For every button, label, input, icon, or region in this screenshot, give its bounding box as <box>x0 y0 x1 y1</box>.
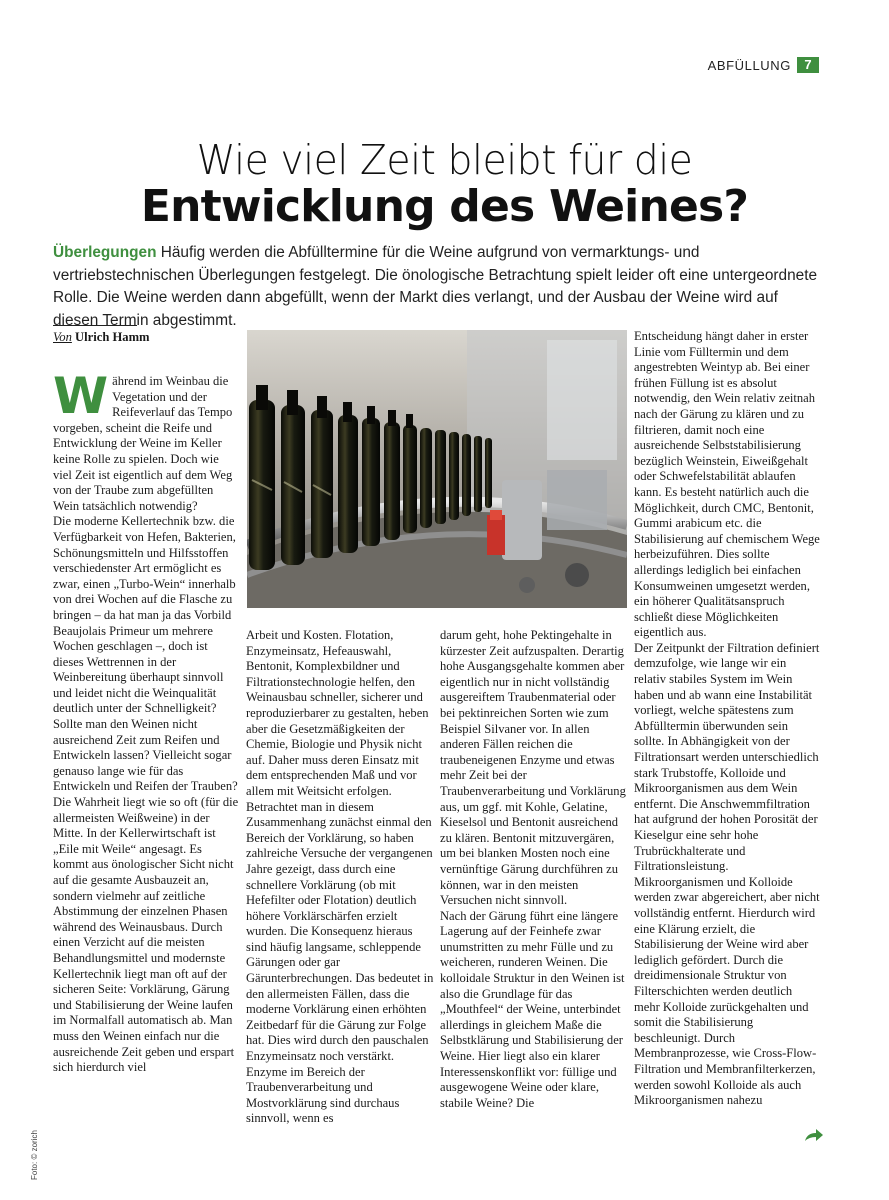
paragraph: Entscheidung hängt daher in erster Linie vom Fülltermin und dem angestrebten Weintyp ab. Bei einer frühen Füllung ist es absolut notwendig, den Wein relativ zeitnah nach der Gärung zu klären und zu filtrieren, damit noch eine ausreichende Selbststabilisierung bezüglich Weinstein, Eiweißgehalt oder Schwefelstabilität ablaufen kann. Es besteht natürlich auch die Möglichkeit, durch CMC, Bentonit, Gummi arabicum etc. die Stabilisierung auf chemischem Wege herbeizuführen. Dies sollte allerdings lediglich bei einfachen Konsumweinen umgesetzt werden, ein höherer Qualitätsanspruch schließt diese Möglichkeiten eigentlich aus. <box>634 329 820 640</box>
title-line-2: Entwicklung des Weines? <box>140 181 749 232</box>
byline-author: Ulrich Hamm <box>75 330 150 344</box>
paragraph: Die moderne Kellertechnik bzw. die Verfügbarkeit von Hefen, Bakterien, Schönungsmitteln und Hilfsstoffen verschiedenster Art ermöglicht es zwar, einen „Turbo-Wein“ innerhalb von drei Wochen auf die Flasche zu bringen – da hat man ja das Vorbild Beaujolais Primeur um mehrere Wochen geschlagen –, doch ist dieses Wettrennen in der Weinbereitung überhaupt sinnvoll und leidet nicht die Weinqualität deutlich unter der Schnelligkeit? Sollte man den Weinen nicht ausreichend Zeit zum Reifen und Entwickeln lassen? Vielleicht sogar genauso lange wie für das Entwickeln und Reifen der Trauben? Die Wahrheit liegt wie so oft (für die allermeisten Weißweine) in der Mitte. In der Kellerwirtschaft ist „Eile mit Weile“ angesagt. Es kommt aus önologischer Sicht nicht auf die gesamte Ausbauzeit an, sondern vielmehr auf zeitliche Abstimmung der einzelnen Phasen während des Weinausbaus. Durch einen Verzicht auf die meisten Behandlungsmittel und modernste Kellertechnik liegt man oft auf der sicheren Seite: Vorklärung, Gärung und Stabilisierung der Weine laufen im Normalfall automatisch ab. Man muss den Weinen einfach nur die ausreichende Zeit geben und erspart sich hierdurch viel <box>53 514 239 1075</box>
paragraph: Der Zeitpunkt der Filtration definiert demzufolge, wie lange wir ein relativ stabiles System im Wein haben und ab wann eine Instabilität vorliegt, welche spätestens zum Abfülltermin überwunden sein sollte. In Abhängigkeit von der Filtrationsart werden unterschiedlich stark Trubstoffe, Kolloide und Mikroorganismen aus dem Wein entfernt. Die Anschwemmfiltration hat aufgrund der hohen Porosität der Kieselgur eine sehr hohe Trubrückhalterate und Filtrationsleistung. Mikroorganismen und Kolloide werden zwar abgereichert, aber nicht vollständig entfernt. Hierdurch wird eine Klärung erzielt, die Stabilisierung der Weine wird aber lediglich gefördert. Durch die dreidimensionale Struktur von Filterschichten werden deutlich mehr Kolloide zurückgehalten und somit die Stabilisierung beschleunigt. Durch Membranprozesse, wie Cross-Flow-Filtration und Membranfilterkerzen, werden sowohl Kolloide als auch Mikroorganismen nahezu <box>634 640 820 1108</box>
lead-kicker: Überlegungen <box>53 244 157 261</box>
paragraph: Arbeit und Kosten. Flotation, Enzymeinsatz, Hefeauswahl, Bentonit, Komplexbildner und Filtrationstechnologie helfen, den Weinausbau schneller, sicherer und reproduzierbarer zu gestalten, heben aber die Gesetzmäßigkeiten der Chemie, Biologie und Physik nicht auf. Daher muss deren Einsatz mit dem entsprechenden Maß und vor allem mit Weitsicht erfolgen. <box>246 628 429 798</box>
page-number: 7 <box>797 57 819 73</box>
paragraph: Betrachtet man in diesem Zusammenhang zunächst einmal den Bereich der Vorklärung, so haben zahlreiche Versuche der vergangenen Jahre gezeigt, dass durch eine schnellere Vorklärung (ob mit Hefefilter oder Flotation) deutlich höhere Vorklärschärfen erzielt wurden. Die Konsequenz hieraus sind häufig langsame, schleppende Gärungen oder gar Gärunterbrechungen. Das bedeutet in den allermeisten Fällen, dass die moderne Vorklärung einen erhöhten Zeitbedarf für die Gärung zur Folge hat. Dies wird durch den pauschalen Enzymeinsatz noch verstärkt. Enzyme im Bereich der Traubenverarbeitung und Mostvorklärung sind durchaus sinnvoll, wenn es <box>246 799 434 1126</box>
drop-cap: W <box>53 367 109 425</box>
article-photo <box>247 330 627 608</box>
article-title <box>0 138 889 232</box>
title-line-1: Wie viel Zeit bleibt für die <box>196 136 693 184</box>
byline-prefix: Von <box>53 330 72 344</box>
text-column-3 <box>440 628 626 1111</box>
section-label: ABFÜLLUNG <box>707 57 791 73</box>
lead-text: Häufig werden die Abfülltermine für die Weine aufgrund von vermarktungs- und vertriebstechnischen Überlegungen festgelegt. Die önologische Betrachtung spielt leider oft eine untergeordnete Rolle. Die Weine werden dann abgefüllt, wenn der Markt dies verlangt, und der Ausbau der Weine wird auf diesen Termin abgestimmt. <box>53 244 818 329</box>
text-column-1 <box>53 367 239 1076</box>
paragraph: Während im Weinbau die Vegetation und der Reifeverlauf das Tempo vorgeben, scheint die Reife und Entwicklung der Weine im Keller keine Rolle zu spielen. Doch wie viel Zeit ist eigentlich auf dem Weg von der Traube zum abgefüllten Wein tatsächlich notwendig? <box>53 367 233 513</box>
byline <box>53 330 150 345</box>
arrow-right-icon <box>804 1128 824 1144</box>
paragraph: Nach der Gärung führt eine längere Lagerung auf der Feinhefe zwar unumstritten zu mehr Fülle und zu weicheren, runderen Weinen. Die kolloidale Struktur in den Weinen ist also die Grundlage für das „Mouthfeel“ der Weine, unterbindet allerdings in gleichem Maße die Selbstklärung und Stabilisierung der Weine. Hier liegt also ein klarer Interessenskonflikt vor: füllige und ausgewogene Weine oder klare, stabile Weine? Die <box>440 908 625 1110</box>
bottling-line-image <box>247 330 627 608</box>
photo-credit: Foto: © zorich <box>30 1130 39 1180</box>
paragraph: darum geht, hohe Pektingehalte in kürzester Zeit aufzuspalten. Derartig hohe Ausgangsgehalte kommen aber eigentlich nur in nicht vollständig ausgereiftem Traubenmaterial oder bei pektinreichen Sorten wie zum Beispiel Silvaner vor. In allen anderen Fällen reichen die traubeneigenen Enzyme und etwas mehr Zeit bei der Traubenverarbeitung und Vorklärung aus, um ggf. mit Kohle, Gelatine, Kieselsol und Bentonit ausreichend zu klären. Bentonit mitzuvergären, um bei blanken Mosten noch eine vernünftige Gärung durchführen zu können, war in den meisten Versuchen nicht sinnvoll. <box>440 628 626 908</box>
text-column-2 <box>246 628 434 1127</box>
byline-rule <box>53 325 137 326</box>
article-lead <box>53 242 823 332</box>
text-column-4 <box>634 329 820 1109</box>
section-header <box>708 57 819 73</box>
